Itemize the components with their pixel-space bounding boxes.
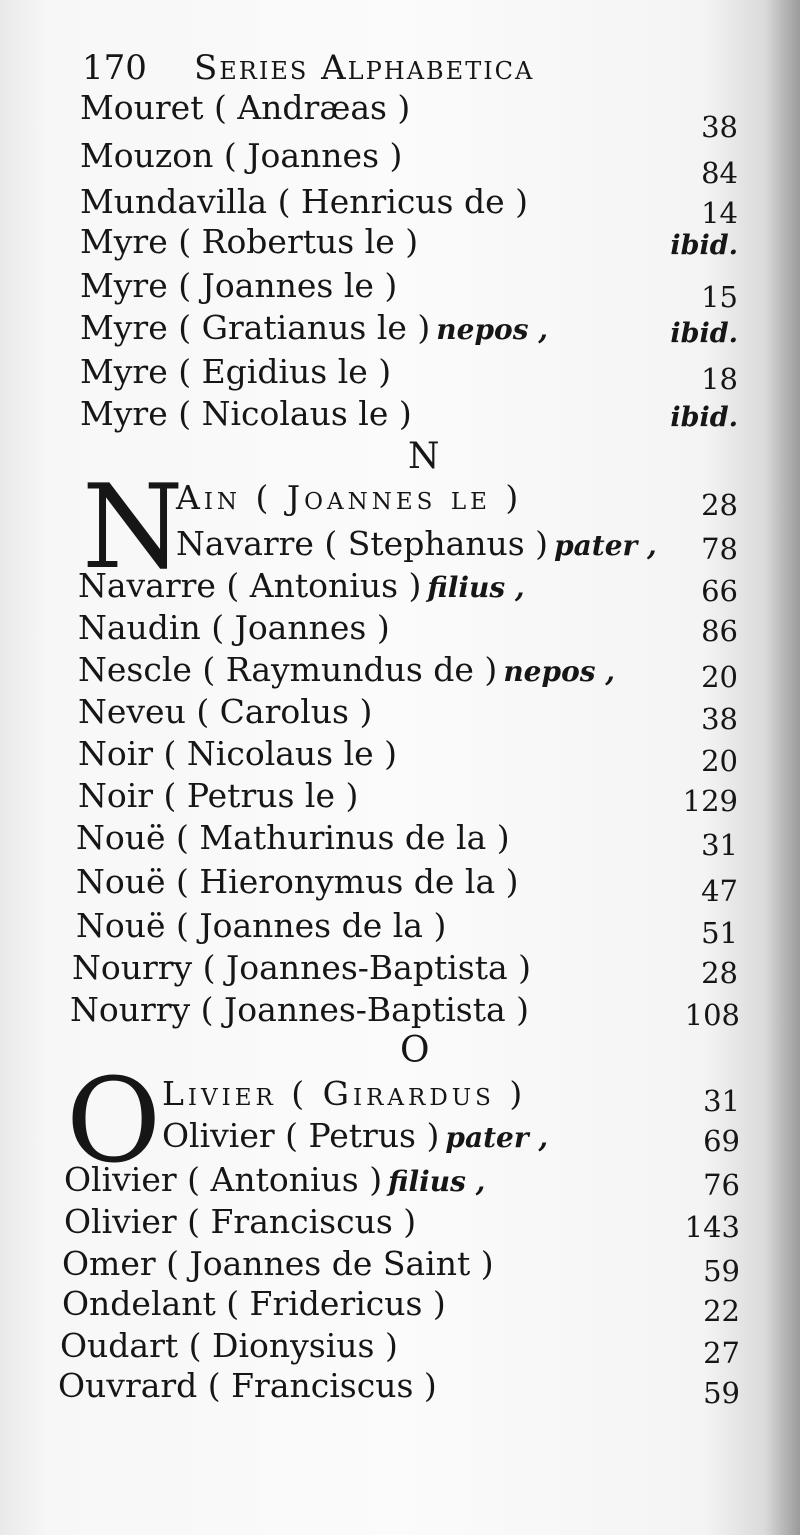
page-header (82, 44, 682, 92)
page-reference: 59 (703, 1376, 740, 1410)
dropcap-o: O (66, 1054, 162, 1189)
entry-note: pater , (554, 529, 657, 562)
page-reference: 66 (701, 574, 738, 608)
page-reference: ibid. (670, 318, 738, 349)
entry-note: pater , (445, 1121, 549, 1154)
page-reference: 76 (703, 1168, 740, 1202)
page-reference: 18 (701, 362, 738, 396)
book-page: 170 Series Alphabetica Mouret ( Andræas ) 38 Mouzon ( Joannes ) 84 Mundavilla ( Henricus de ) 14 Myre ( Robertus le ) ibid. Myre ( Joannes le ) 15 Myre ( Gratianus le ) nepos , ibid. Myre ( Egidius le ) 18 Myre ( Nicolaus le ) ibid. N N Ain ( Joannes le ) 28 Navarre ( Stephanus ) pater , 78 Navarre ( Antonius ) filius , 66 Naudin ( Joannes ) 86 Nescle ( Raymundus de ) nepos , 20 Neveu ( Carolus ) 38 Noir ( Nicolaus le ) 20 Noir ( Petrus le ) 129 Nouë ( Mathurinus de la ) 31 Nouë ( Hieronymus de la ) 47 Nouë ( Joannes de la ) 51 Nourry ( Joannes-Baptista ) 28 Nourry ( Joannes-Baptista ) 108 O O Livier ( Girardus ) 31 Olivier ( Petrus ) pater , 69 Olivier ( Antonius ) filius , 76 Olivier ( Franciscus ) 143 Omer ( Joannes de Saint ) 59 Ondelant ( Fridericus ) 22 Oudart ( Dionysius ) 27 Ouvrard ( Franciscus ) 59 (0, 0, 800, 1535)
page-reference: 143 (684, 1210, 740, 1244)
page-reference: 15 (701, 280, 738, 314)
page-reference: 14 (701, 196, 738, 230)
page-reference: 28 (701, 488, 738, 522)
page-reference: 108 (684, 998, 740, 1032)
entry-note: filius , (388, 1165, 486, 1198)
entry-note: nepos , (436, 313, 548, 346)
page-reference: ibid. (670, 230, 738, 261)
page-reference: 129 (682, 784, 738, 818)
page-reference: 47 (701, 874, 738, 908)
page-number: 170 (82, 48, 147, 88)
page-reference: 27 (703, 1336, 740, 1370)
page-reference: 22 (703, 1294, 740, 1328)
section-letter-n: N (408, 436, 440, 477)
page-reference: 28 (701, 956, 738, 990)
page-reference: 20 (701, 744, 738, 778)
section-letter-o: O (400, 1030, 430, 1071)
page-reference: 31 (701, 828, 738, 862)
page-reference: 38 (701, 110, 738, 144)
entry-note: filius , (427, 571, 525, 604)
page-reference: 84 (701, 156, 738, 190)
page-reference: 78 (701, 532, 738, 566)
page-reference: 51 (701, 916, 738, 950)
page-reference: 69 (703, 1124, 740, 1158)
dropcap-n: N (82, 460, 184, 595)
entry-note: nepos , (503, 655, 615, 688)
page-reference: 86 (701, 614, 738, 648)
page-reference: 59 (703, 1254, 740, 1288)
running-title: Series Alphabetica (194, 48, 535, 88)
page-reference: 38 (701, 702, 738, 736)
page-reference: 20 (701, 660, 738, 694)
page-reference: ibid. (670, 402, 738, 433)
page-reference: 31 (703, 1084, 740, 1118)
